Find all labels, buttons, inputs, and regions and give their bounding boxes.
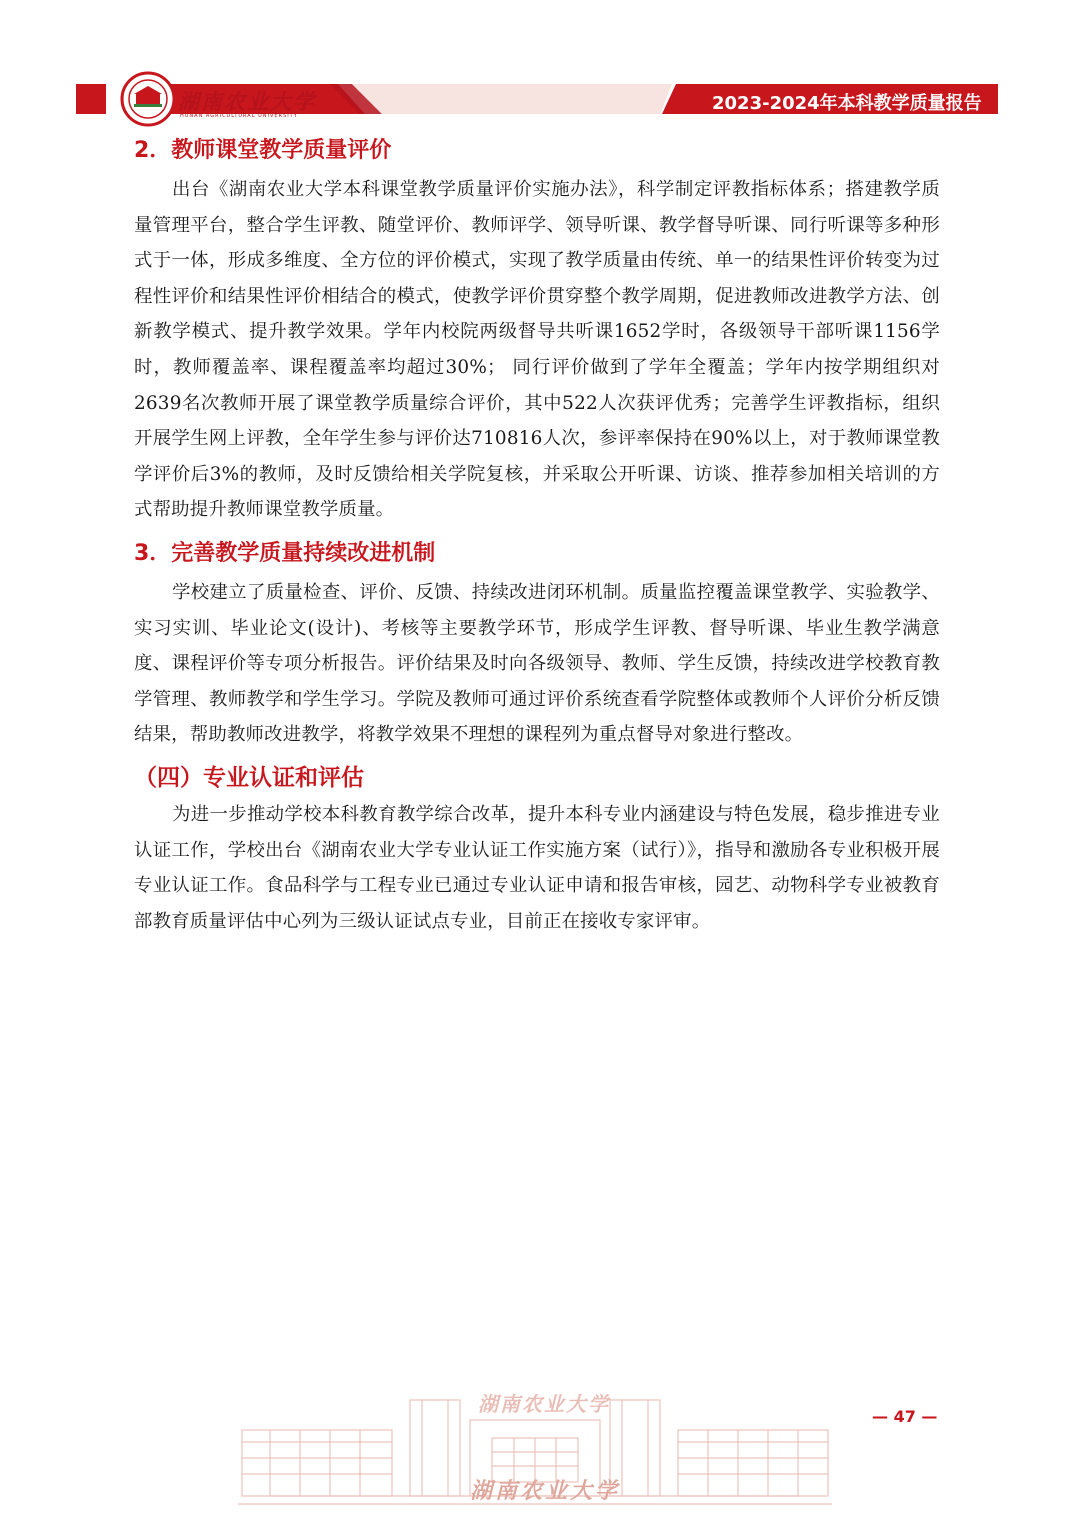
- university-emblem-icon: [122, 73, 174, 125]
- section-heading-teacher-evaluation: 2．教师课堂教学质量评价: [134, 138, 392, 163]
- university-name-english: HUNAN AGRICULTURAL UNIVERSITY: [180, 113, 298, 119]
- section-paragraph-accreditation: 为进一步推动学校本科教育教学综合改革，提升本科专业内涵建设与特色发展，稳步推进专业认证工作，学校出台《湖南农业大学专业认证工作实施方案（试行）》，指导和激励各专业积极开展专业认证工作。食品科学与工程专业已通过专业认证申请和报告审核，园艺、动物科学专业被教育部教育质量评估中心列为三级认证试点专业，目前正在接收专家评审。: [134, 803, 940, 932]
- footer-university-name-bottom: 湖南农业大学: [470, 1478, 621, 1504]
- report-title: 2023-2024年本科教学质量报告: [712, 93, 982, 114]
- page-content: [134, 133, 940, 939]
- section-paragraph-teacher-evaluation: 出台《湖南农业大学本科课堂教学质量评价实施办法》，科学制定评教指标体系；搭建教学质量管理平台，整合学生评教、随堂评价、教师评学、领导听课、教学督导听课、同行听课等多种形式于一体，形成多维度、全方位的评价模式，实现了教学质量由传统、单一的结果性评价转变为过程性评价和结果性评价相结合的模式，使教学评价贯穿整个教学周期，促进教师改进教学方法、创新教学模式、提升教学效果。学年内校院两级督导共听课1652学时，各级领导干部听课1156学时，教师覆盖率、课程覆盖率均超过30%； 同行评价做到了学年全覆盖；学年内按学期组织对2639名次教师开展了课堂教学质量综合评价，其中522人次获评优秀；完善学生评教指标，组织开展学生网上评教，全年学生参与评价达710816人次，参评率保持在90%以上，对于教师课堂教学评价后3%的教师，及时反馈给相关学院复核，并采取公开听课、访谈、推荐参加相关培训的方式帮助提升教师课堂教学质量。: [134, 179, 940, 521]
- header-pale-band: [352, 84, 672, 114]
- header-left-block: [76, 84, 106, 114]
- page-number: — 47 —: [872, 1407, 938, 1426]
- section-paragraph-improvement-mechanism: 学校建立了质量检查、评价、反馈、持续改进闭环机制。质量监控覆盖课堂教学、实验教学、实习实训、毕业论文(设计)、考核等主要教学环节，形成学生评教、督导听课、毕业生教学满意度、课程评价等专项分析报告。评价结果及时向各级领导、教师、学生反馈，持续改进学校教育教学管理、教师教学和学生学习。学院及教师可通过评价系统查看学院整体或教师个人评价分析反馈结果，帮助教师改进教学，将教学效果不理想的课程列为重点督导对象进行整改。: [134, 581, 940, 746]
- section-heading-accreditation: （四）专业认证和评估: [134, 764, 364, 791]
- footer-university-name-top: 湖南农业大学: [478, 1392, 610, 1416]
- page-header: [0, 0, 1074, 130]
- university-name-logo: 湖南农业大学: [178, 89, 316, 114]
- section-heading-improvement-mechanism: 3．完善教学质量持续改进机制: [134, 540, 436, 566]
